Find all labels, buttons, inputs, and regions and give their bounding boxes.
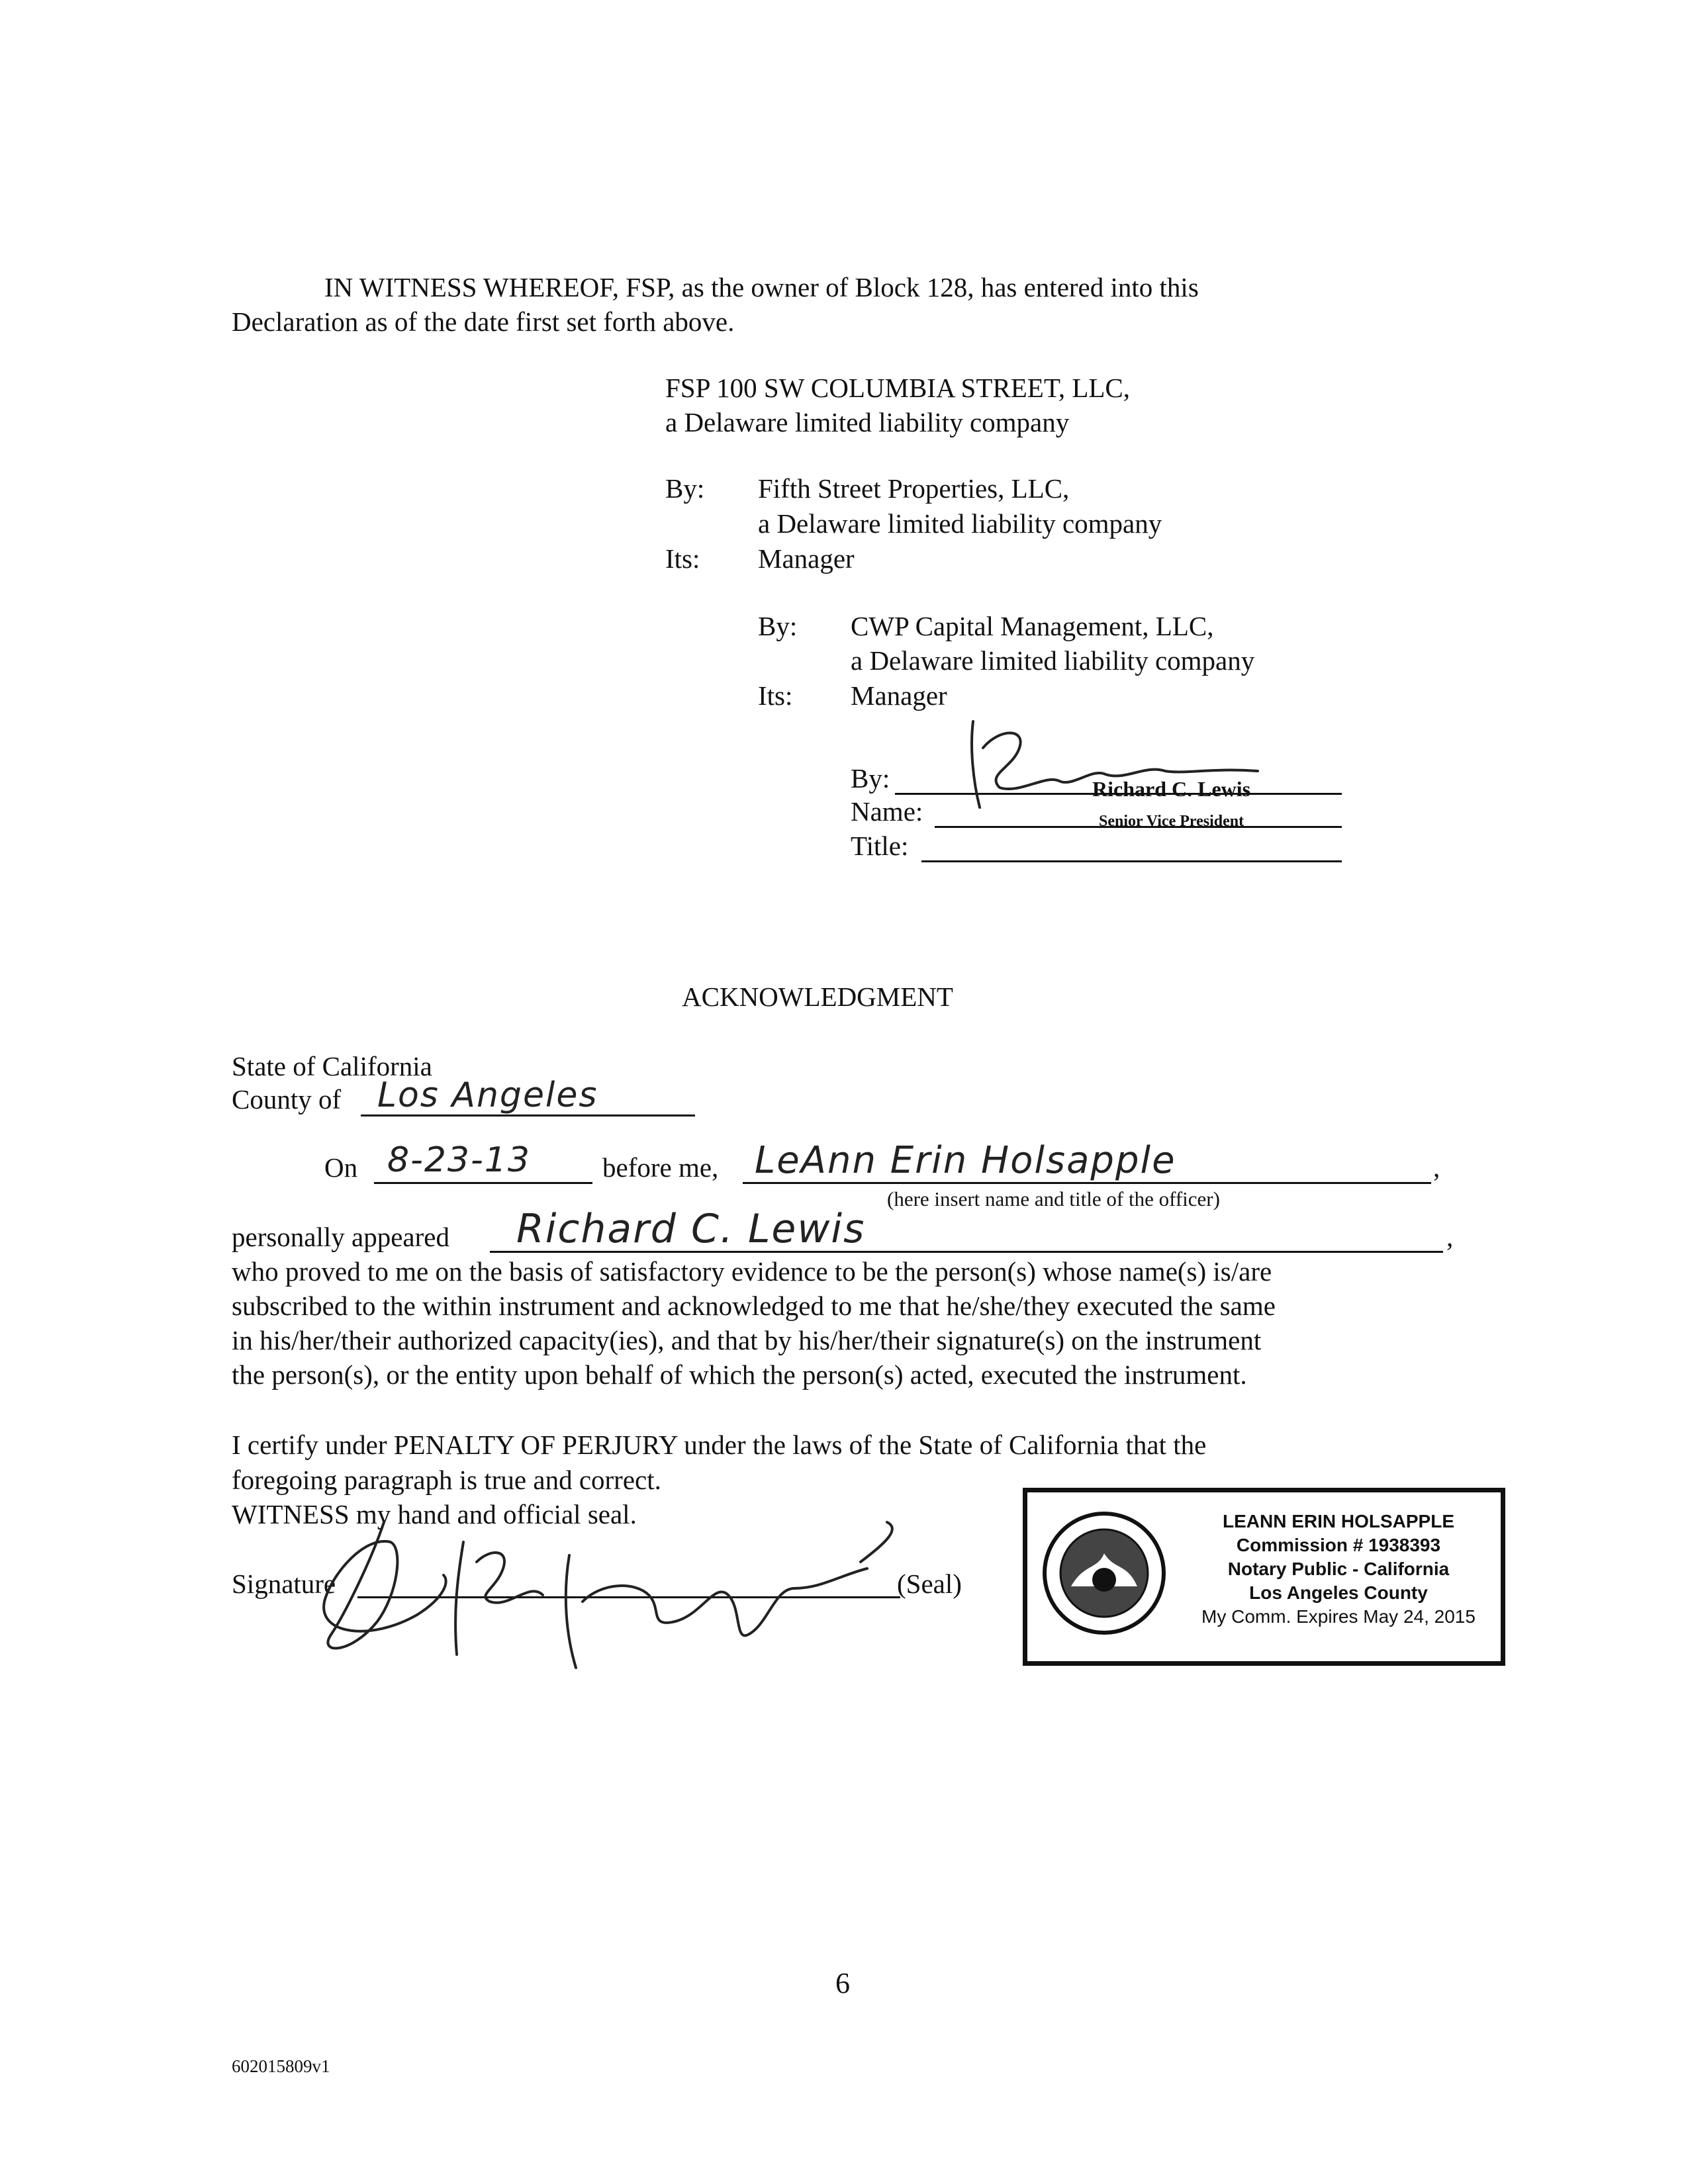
by2-entity: CWP Capital Management, LLC, — [851, 611, 1214, 641]
stamp-title: Notary Public - California — [1227, 1559, 1450, 1579]
ack-body-line-4: the person(s), or the entity upon behalf of which the person(s) acted, executed the instrument. — [232, 1359, 1247, 1390]
sig-title-label: Title: — [851, 831, 909, 861]
appeared-value: Richard C. Lewis — [516, 1206, 866, 1252]
ack-certify-line-2: foregoing paragraph is true and correct. — [232, 1465, 661, 1495]
stamped-title: Senior Vice President — [1099, 813, 1244, 830]
ack-body-line-2: subscribed to the within instrument and acknowledged to me that he/she/they executed the same — [232, 1291, 1276, 1321]
by1-label: By: — [665, 473, 705, 504]
officer-hint: (here insert name and title of the officer) — [887, 1187, 1220, 1210]
ack-appeared-label: personally appeared — [232, 1222, 449, 1252]
by1-entity: Fifth Street Properties, LLC, — [758, 473, 1070, 504]
sig-title-line — [921, 860, 1342, 862]
ack-body-line-1: who proved to me on the basis of satisfactory evidence to be the person(s) whose name(s) is/are — [232, 1256, 1272, 1287]
notary-signature — [291, 1482, 953, 1681]
by1-its-label: Its: — [665, 543, 700, 574]
witness-line-1: IN WITNESS WHEREOF, FSP, as the owner of Block 128, has entered into this — [324, 272, 1199, 302]
ack-witness-line: WITNESS my hand and official seal. — [232, 1499, 637, 1529]
ack-before-me: before me, — [602, 1152, 719, 1183]
ack-state: State of California — [232, 1051, 432, 1081]
ack-certify-line-1: I certify under PENALTY OF PERJURY under the laws of the State of California that the — [232, 1430, 1207, 1460]
by1-its-value: Manager — [758, 543, 855, 574]
by2-its-value: Manager — [851, 680, 947, 711]
officer-comma: , — [1433, 1152, 1440, 1183]
by1-entity-type: a Delaware limited liability company — [758, 508, 1162, 539]
executive-signature — [947, 708, 1291, 821]
stamp-commission: Commission # 1938393 — [1236, 1535, 1441, 1555]
by2-entity-type: a Delaware limited liability company — [851, 645, 1255, 676]
stamped-name: Richard C. Lewis — [1092, 777, 1251, 801]
ack-signature-label: Signature — [232, 1569, 336, 1599]
stamp-notary-name: LEANN ERIN HOLSAPPLE — [1222, 1511, 1455, 1531]
ack-body-line-3: in his/her/their authorized capacity(ies), and that by his/her/their signature(s) on the instrument — [232, 1325, 1262, 1355]
stamp-county: Los Angeles County — [1249, 1582, 1428, 1603]
ack-heading: ACKNOWLEDGMENT — [682, 981, 953, 1012]
company-type: a Delaware limited liability company — [665, 407, 1070, 437]
date-value: 8-23-13 — [387, 1140, 531, 1180]
sig-by-label: By: — [851, 763, 890, 794]
ack-county-label: County of — [232, 1084, 342, 1115]
doc-id: 602015809v1 — [232, 2056, 330, 2076]
appeared-comma: , — [1446, 1222, 1454, 1252]
ack-seal-label: (Seal) — [897, 1569, 962, 1599]
stamp-expires: My Comm. Expires May 24, 2015 — [1201, 1606, 1476, 1627]
notary-stamp — [1023, 1488, 1505, 1666]
county-value: Los Angeles — [377, 1075, 598, 1115]
state-seal-icon — [1038, 1507, 1170, 1639]
company-name: FSP 100 SW COLUMBIA STREET, LLC, — [665, 373, 1131, 403]
officer-value: LeAnn Erin Holsapple — [755, 1139, 1176, 1182]
witness-line-2: Declaration as of the date first set forth above. — [232, 306, 735, 337]
page-number: 6 — [835, 1967, 850, 1999]
sig-name-label: Name: — [851, 796, 923, 827]
ack-on-label: On — [324, 1152, 358, 1183]
by2-label: By: — [758, 611, 798, 641]
by2-its-label: Its: — [758, 680, 793, 711]
